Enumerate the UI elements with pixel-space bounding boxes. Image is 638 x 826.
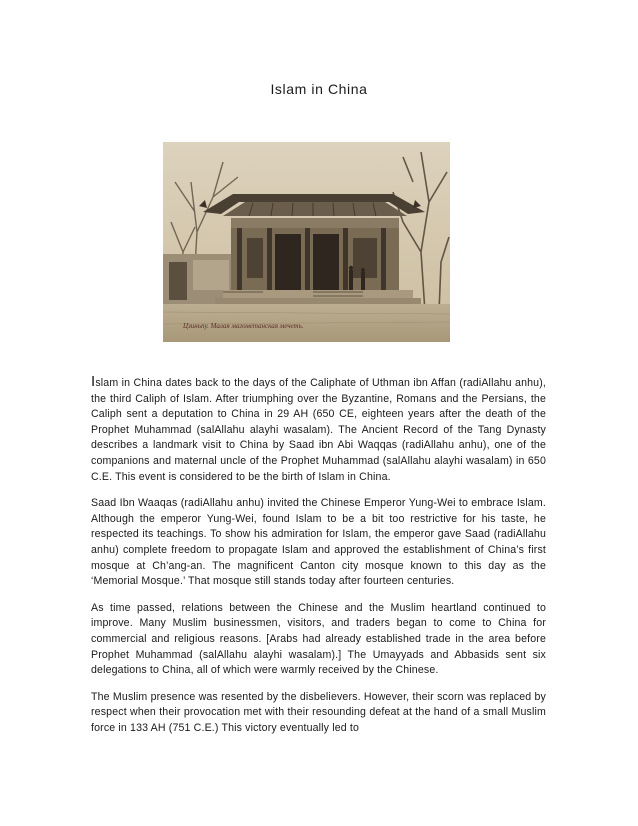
- mosque-illustration: [163, 142, 450, 342]
- paragraph-3: As time passed, relations between the Chinese and the Muslim heartland continued to improve. Many Muslim businessmen, visitors, and traders began to come to China for commercial and religious reasons. [Arabs had already established trade in the area before Prophet Muhammad (salAllahu alayhi wasalam).] The Umayyads and Abbasids sent six delegations to China, all of which were warmly received by the Chinese.: [91, 601, 546, 677]
- article-body: [91, 373, 546, 747]
- paragraph-4: The Muslim presence was resented by the disbelievers. However, their scorn was replaced by respect when their provocation met with their resounding defeat at the hand of a small Muslim force in 133 AH (751 C.E.) This victory eventually led to: [91, 690, 546, 734]
- paragraph-1: [91, 373, 546, 485]
- paragraph-2: Saad Ibn Waaqas (radiAllahu anhu) invited the Chinese Emperor Yung-Wei to embrace Islam. Although the emperor Yung-Wei, found Islam to be a bit too restrictive for his taste, he respected its teachings. To show his admiration for Islam, the emperor gave Saad (radiAllahu anhu) complete freedom to propagate Islam and approved the establishment of China’s first mosque at Ch’ang-an. The magnificent Canton city mosque known to this day as the ‘Memorial Mosque.’ That mosque still stands today after fourteen centuries.: [91, 497, 546, 588]
- mosque-photo: [163, 142, 450, 342]
- page-title: Islam in China: [270, 81, 368, 97]
- paragraph-1-text: slam in China dates back to the days of the Caliphate of Uthman ibn Affan (radiAllahu anhu), the third Caliph of Islam. After triumphing over the Byzantine, Romans and the Persians, the Caliph sent a deputation to China in 29 AH (650 CE, eighteen years after the death of the Prophet Muhammad (salAllahu alayhi wasalam). The Ancient Record of the Tang Dynasty describes a landmark visit to China by Saad ibn Abi Waqqas (radiAllahu anhu), one of the companions and maternal uncle of the Prophet Muhammad (salAllahu alayhi wasalam) in 650 C.E. This event is considered to be the birth of Islam in China.: [91, 377, 546, 483]
- photo-caption: Цзиньпу. Малая магометанская мечеть.: [183, 322, 304, 330]
- paragraph-1-initial: I: [91, 373, 96, 390]
